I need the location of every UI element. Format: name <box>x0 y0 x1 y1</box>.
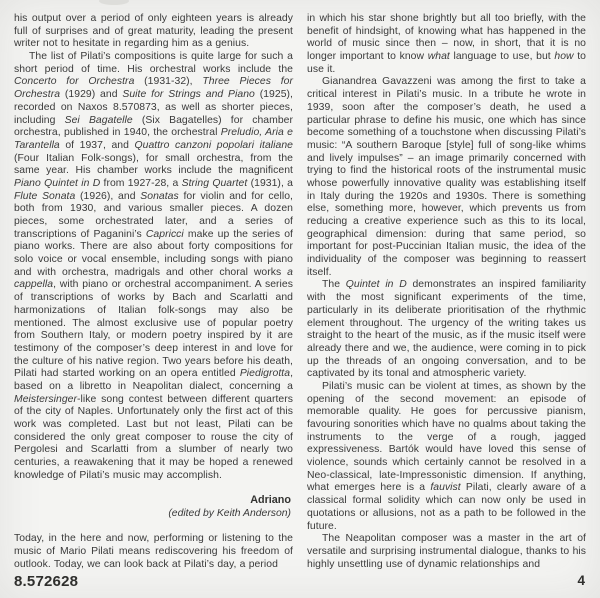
italic-text-run: String Quartet <box>181 177 248 189</box>
text-run: Gianandrea Gavazzeni was among the first to take a critical interest in Pilati’s music. In a tribute he wrote in 1939, soon after the composer’s death, he used a particular phrase to define his music, one which has since become something of a touchstone when discussing Pilati’s music: “A southern Baroque [style] full of song-like whims and lively impulses” – an image primarily concerned with trying to find the historical roots of the instrumental music whose powerfully innovative quality was establishing itself in Italy during the 1920s and 1930s. There is something else, something more, however, which prevents us from reducing a creative experience such as this to its local, geographical dimension: during that same period, so important for post-Puccinian Italian music, the idea of the individuality of the composer was beginning to reassert itself. <box>307 76 586 278</box>
page-number: 4 <box>577 573 585 588</box>
italic-text-run: Concerto for Orchestra <box>14 76 135 88</box>
italic-text-run: Suite for Strings and Piano <box>122 89 255 101</box>
italic-text-run: fauvist <box>430 482 461 494</box>
text-run: make up the series of piano works. There are also about forty compositions for solo voice or vocal ensemble, including songs with piano and with orchestra, madrigals and other choral works <box>14 228 293 278</box>
text-run: (Six Bagatelles) for chamber orchestra, published in 1940, the orchestral <box>14 114 294 139</box>
text-run: (1931-32), <box>134 76 203 88</box>
italic-text-run: a cappella <box>14 266 293 291</box>
catalog-number: 8.572628 <box>14 573 79 590</box>
text-run: (1926), and <box>75 190 141 202</box>
paragraph <box>307 76 586 279</box>
italic-text-run: Preludio, Aria e Tarantella <box>14 127 293 151</box>
text-run: The <box>322 279 346 291</box>
editor-credit: (edited by Keith Anderson) <box>168 508 291 520</box>
italic-text-run: Sonatas <box>140 190 179 202</box>
author-name: Adriano <box>250 494 291 507</box>
italic-text-run: Sei Bagatelle <box>64 114 133 126</box>
italic-text-run: Quattro canzoni popolari italiane <box>134 139 294 151</box>
text-run: language to use, but <box>449 51 555 63</box>
author-signature <box>14 494 291 520</box>
text-run: Pilati’s music can be violent at times, as shown by the opening of the second movement: an episode of memorable quality. He goes for percussive pianism, favouring sonorities which have no qualms about taking the instruments to the verge of a rough, jagged expressiveness. Bartók would have loved this sense of violence, sounds which certainly cannot be resolved in a Neo-classical, late-Impressonistic dimension. If anything, what emerges here is a <box>307 380 586 494</box>
paragraph <box>14 13 293 51</box>
italic-text-run: Meistersinger <box>14 393 78 405</box>
text-run: (1929) and <box>60 89 123 101</box>
text-run: The list of Pilati’s compositions is quite large for such a short period of time. His orchestral works include the <box>14 51 293 75</box>
left-column <box>14 13 293 572</box>
paragraph <box>307 13 586 76</box>
text-run: of 1937, and <box>59 139 135 151</box>
text-run: (Four Italian Folk-songs), for small orchestra, from the same year. His chamber works include the magnificent <box>14 152 293 177</box>
italic-text-run: Three Pieces for Orchestra <box>14 76 293 101</box>
right-column-body <box>307 13 586 571</box>
text-run: Today, in the here and now, performing or listening to the music of Mario Pilati means rediscovering his freedom of outlook. Today, we can look back at Pilati’s day, a period <box>14 533 293 570</box>
italic-text-run: Flute Sonata <box>14 190 76 202</box>
left-column-body <box>14 13 293 482</box>
paragraph <box>307 533 586 571</box>
text-run: Pilati, clearly aware of a classical formal solidity which can now only be used in quotations or allusions, not as a path to be followed in the future. <box>307 482 586 532</box>
text-run: demonstrates an inspired familiarity with the most significant experiments of the time, particularly in its deliberate prioritisation of the rhythmic element throughout. The urgency of the writing takes us straight to the heart of the music, as if the music itself were already there and we, the audience, were coming in to pick up the threads of an ongoing conversation, and to be captivated by its tonal and atmospheric variety. <box>307 279 586 380</box>
text-run: , based on a libretto in Neapolitan dialect, concerning a <box>14 368 293 392</box>
text-run: (1925), recorded on Naxos 8.570873, as well as shorter pieces, including <box>14 89 293 126</box>
text-run: for violin and for cello, both from 1930, and various smaller pieces. A dozen pieces, some orchestrated later, and a series of transcriptions of Paganini’s <box>14 190 293 240</box>
scan-artifact <box>99 0 129 5</box>
text-run: from 1927-28, a <box>100 177 182 189</box>
italic-text-run: what <box>427 51 450 63</box>
paragraph <box>14 533 293 571</box>
italic-text-run: how <box>554 51 574 63</box>
italic-text-run: Capricci <box>145 228 184 240</box>
paragraph <box>14 51 293 482</box>
italic-text-run: Quintet in D <box>345 279 407 291</box>
paragraph <box>307 381 586 533</box>
text-run: , with piano or orchestral accompaniment. A series of transcriptions of works by Bach and Scarlatti and harmonizations of Italian folk-songs may also be mentioned. The almost exclusive use of popular poetry from Southern Italy, or modern poetry inspired by it are testimony of the composer’s deep interest in and love for the culture of his native region. Two years before his death, Pilati had started working on an opera entitled <box>14 279 293 380</box>
italic-text-run: Piano Quintet in D <box>14 177 101 189</box>
text-run: in which his star shone brightly but all too briefly, with the benefit of hindsight, of knowing what has happened in the world of music since then – now, in short, that it is no longer important to know <box>307 13 586 63</box>
right-column <box>307 13 586 572</box>
text-run: -like song contest between different quarters of the city of Naples. Unfortunately only the first act of this work was completed. Last but not least, Pilati can be considered the only great composer to rouse the city of Pergolesi and Scarlatti from a slumber of nearly two centuries, a reawakening that it may be hoped a renewed knowledge of Pilati’s music may accomplish. <box>14 393 293 481</box>
text-run: (1931), a <box>247 177 293 189</box>
italic-text-run: Piedigrotta <box>239 368 291 380</box>
left-column-closing <box>14 533 293 571</box>
text-run: his output over a period of only eighteen years is already full of surprises and of great maturity, leading the present writer not to hesitate in regarding him as a genius. <box>14 13 293 50</box>
text-run: The Neapolitan composer was a master in the art of versatile and surprising instrumental dialogue, thanks to his highly unsettling use of dynamic relationships and <box>307 533 586 570</box>
paragraph <box>307 279 586 381</box>
text-columns <box>14 13 586 572</box>
text-run: to use it. <box>307 51 586 75</box>
